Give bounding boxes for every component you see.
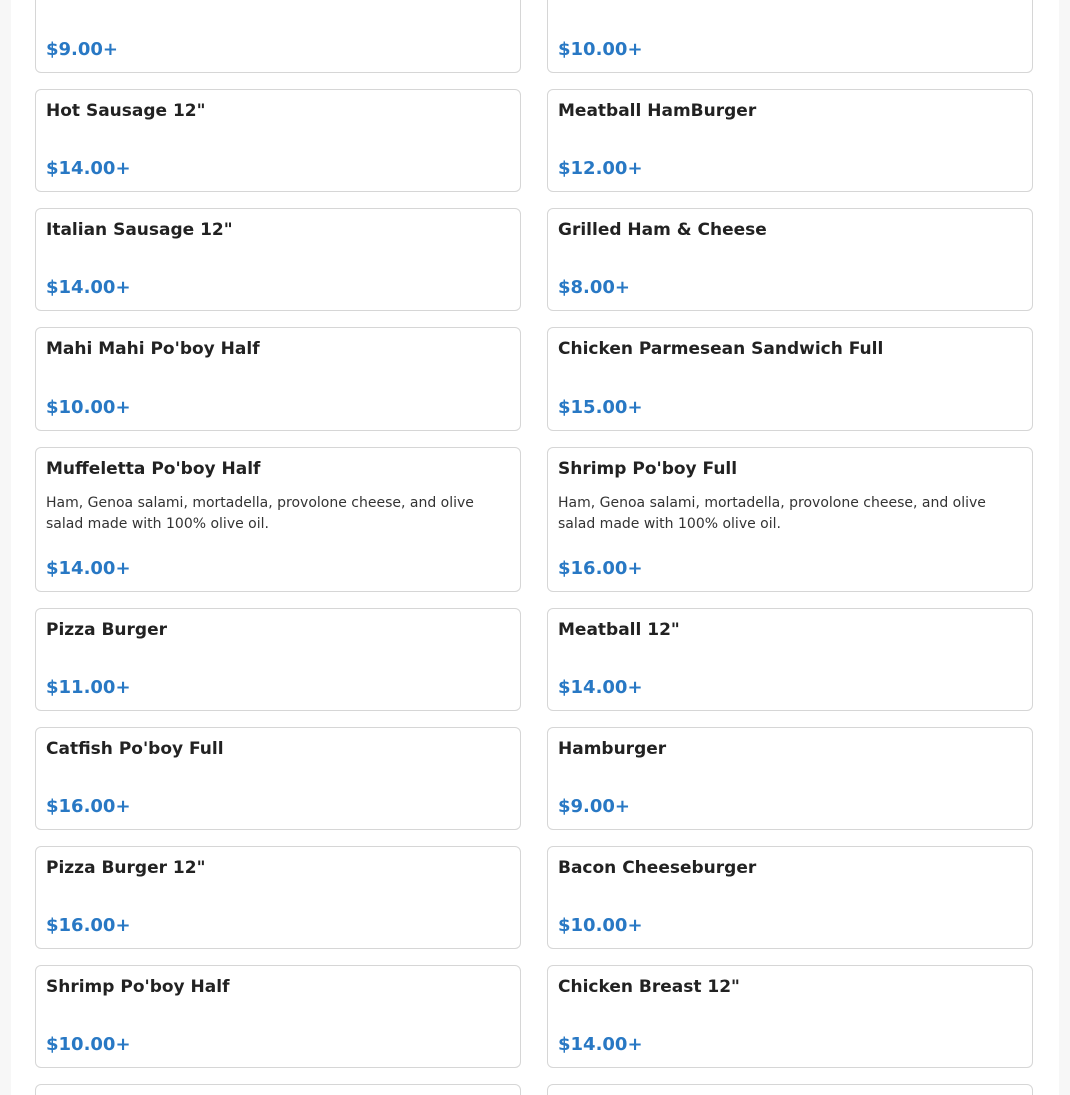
menu-item-price: $16.00+ bbox=[558, 558, 643, 579]
menu-item-card[interactable] bbox=[35, 208, 521, 311]
menu-item-name: Mahi Mahi Po'boy Half bbox=[46, 339, 260, 359]
menu-item-card[interactable] bbox=[35, 447, 521, 592]
menu-item-price: $14.00+ bbox=[46, 558, 131, 579]
menu-item-price: $12.00+ bbox=[558, 158, 643, 179]
menu-item-card[interactable] bbox=[547, 208, 1033, 311]
menu-item-name: Hamburger bbox=[558, 739, 667, 759]
menu-item-name: Bacon Cheeseburger bbox=[558, 858, 757, 878]
menu-item-name: Muffeletta Po'boy Half bbox=[46, 459, 261, 479]
menu-item-card[interactable] bbox=[547, 1084, 1033, 1095]
menu-item-price: $9.00+ bbox=[46, 39, 119, 60]
menu-item-card[interactable] bbox=[35, 0, 521, 73]
menu-item-card[interactable] bbox=[547, 965, 1033, 1068]
menu-item-card[interactable] bbox=[547, 89, 1033, 192]
menu-item-name: Grilled Ham & Cheese bbox=[558, 220, 767, 240]
menu-item-price: $16.00+ bbox=[46, 915, 131, 936]
menu-item-price: $9.00+ bbox=[558, 796, 631, 817]
menu-item-price: $10.00+ bbox=[46, 397, 131, 418]
menu-item-description: Ham, Genoa salami, mortadella, provolone cheese, and olive salad made with 100% olive oil. bbox=[46, 495, 474, 532]
menu-item-card[interactable] bbox=[35, 1084, 521, 1095]
menu-item-name: Shrimp Po'boy Half bbox=[46, 977, 230, 997]
menu-item-name: Meatball HamBurger bbox=[558, 101, 757, 121]
menu-item-name: Pizza Burger bbox=[46, 620, 167, 640]
menu-item-name: Italian Sausage 12" bbox=[46, 220, 233, 240]
menu-item-card[interactable] bbox=[547, 608, 1033, 711]
menu-item-price: $11.00+ bbox=[46, 677, 131, 698]
menu-item-card[interactable] bbox=[35, 608, 521, 711]
menu-item-name: Meatball 12" bbox=[558, 620, 680, 640]
menu-item-card[interactable] bbox=[35, 327, 521, 431]
menu-item-price: $10.00+ bbox=[558, 915, 643, 936]
menu-item-card[interactable] bbox=[547, 447, 1033, 592]
menu-item-price: $10.00+ bbox=[46, 1034, 131, 1055]
menu-item-price: $8.00+ bbox=[558, 277, 631, 298]
menu-item-price: $16.00+ bbox=[46, 796, 131, 817]
menu-item-price: $15.00+ bbox=[558, 397, 643, 418]
menu-item-card[interactable] bbox=[547, 0, 1033, 73]
menu-item-card[interactable] bbox=[35, 846, 521, 949]
menu-item-card[interactable] bbox=[547, 727, 1033, 830]
menu-item-name: Chicken Breast 12" bbox=[558, 977, 740, 997]
menu-item-price: $14.00+ bbox=[558, 677, 643, 698]
menu-item-price: $14.00+ bbox=[558, 1034, 643, 1055]
menu-item-price: $10.00+ bbox=[558, 39, 643, 60]
menu-item-name: Pizza Burger 12" bbox=[46, 858, 206, 878]
menu-item-description: Ham, Genoa salami, mortadella, provolone cheese, and olive salad made with 100% olive oil. bbox=[558, 495, 986, 532]
menu-item-name: Hot Sausage 12" bbox=[46, 101, 206, 121]
menu-item-card[interactable] bbox=[35, 89, 521, 192]
menu-item-price: $14.00+ bbox=[46, 277, 131, 298]
menu-item-price: $14.00+ bbox=[46, 158, 131, 179]
menu-item-card[interactable] bbox=[547, 327, 1033, 431]
menu-panel bbox=[11, 0, 1059, 1095]
menu-item-name: Chicken Parmesean Sandwich Full bbox=[558, 339, 884, 359]
menu-item-card[interactable] bbox=[547, 846, 1033, 949]
menu-item-name: Shrimp Po'boy Full bbox=[558, 459, 738, 479]
menu-item-card[interactable] bbox=[35, 965, 521, 1068]
menu-grid bbox=[11, 0, 1059, 1095]
menu-item-card[interactable] bbox=[35, 727, 521, 830]
menu-item-name: Catfish Po'boy Full bbox=[46, 739, 224, 759]
